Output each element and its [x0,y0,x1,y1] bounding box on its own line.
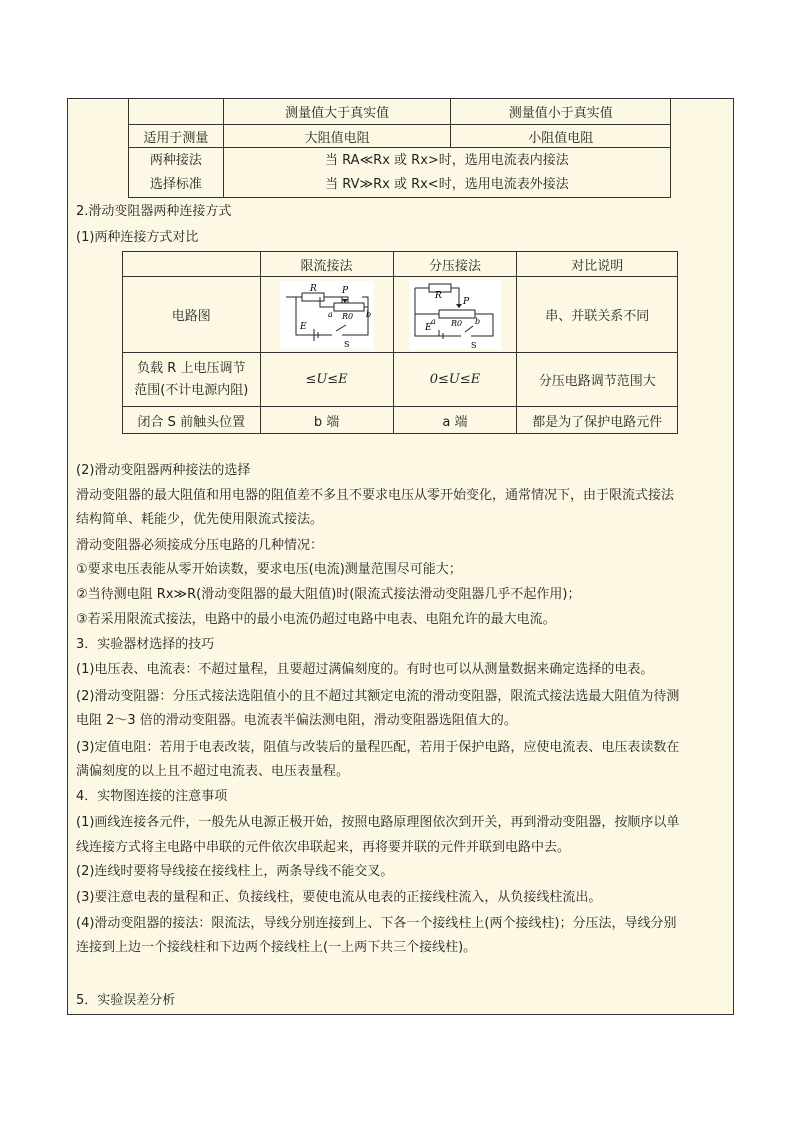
section5-heading: 5．实验误差分析 [76,993,176,1008]
limit-label-E: E [299,321,307,332]
section4-p3: (3)要注意电表的量程和正、负接线柱，要使电流从电表的正接线柱流入，从负接线柱流出。 [76,890,602,905]
voltage-range-limit: ≤U≤E [260,353,393,407]
voltage-range-label-line2: 范围(不计电源内阻) [134,382,249,398]
circuit-note: 串、并联关系不同 [517,277,678,353]
compare-header-empty [123,252,261,277]
compare-table [122,251,678,434]
section3-p3-line2: 满偏刻度的以上且不超过电流表、电压表量程。 [76,764,350,779]
section2-item1: ①要求电压表能从零开始读数，要求电压(电流)测量范围尽可能大； [76,562,462,577]
divider-label-b: b [474,316,481,326]
section4-p2: (2)连线时要将导线接在接线柱上，两条导线不能交叉。 [76,864,394,879]
limit-label-b: b [365,309,371,319]
limit-circuit-cell [260,277,393,353]
voltage-range-label-line1: 负载 R 上电压调节 [137,360,246,376]
compare-header-divider: 分压接法 [393,252,517,277]
suitable-right: 小阻值电阻 [451,125,671,148]
limit-label-R: R [309,283,317,294]
section2-sub2: (2)滑动变阻器两种接法的选择 [76,463,251,478]
divider-circuit-cell [393,277,517,353]
section3-p1: (1)电压表、电流表：不超过量程，且要超过满偏刻度的。有时也可以从测量数据来确定选择的电表。 [76,662,654,677]
section3-p2-line1: (2)滑动变阻器：分压式接法选阻值小的且不超过其额定电流的滑动变阻器，限流式接法选最大阻值为待测 [76,689,680,704]
section2-p1-line2: 结构简单、耗能少，优先使用限流式接法。 [76,512,324,527]
criteria-line1: 当 RA≪Rx 或 Rx>时，选用电流表内接法 [325,152,569,168]
limit-label-R0: R0 [341,311,353,321]
slider-position-divider: a 端 [393,407,517,434]
criteria-label-line2: 选择标准 [149,176,202,192]
header-measured-greater: 测量值大于真实值 [223,99,451,125]
limit-circuit-diagram [280,281,374,349]
criteria-content [223,148,670,198]
compare-header-limit: 限流接法 [260,252,393,277]
section4-p4-line1: (4)滑动变阻器的接法：限流法，导线分别连接到上、下各一个接线柱上(两个接线柱)；分压法，导线分别 [76,916,677,931]
header-empty-cell [129,99,224,125]
header-measured-smaller: 测量值小于真实值 [451,99,671,125]
divider-circuit-diagram [409,280,501,350]
suitable-left: 大阻值电阻 [223,125,451,148]
section2-item2: ②当待测电阻 Rx≫R(滑动变阻器的最大阻值)时(限流式接法滑动变阻器几乎不起作用)； [76,587,581,602]
divider-label-E: E [424,322,432,333]
limit-label-P: P [341,285,348,296]
circuit-row-label: 电路图 [123,277,261,353]
section2-heading: 2.滑动变阻器两种连接方式 [76,204,232,219]
slider-position-limit: b 端 [260,407,393,434]
divider-label-a: a [430,316,436,326]
limit-label-S: S [343,339,350,349]
criteria-line2: 当 RV≫Rx 或 Rx<时，选用电流表外接法 [325,176,569,192]
section2-p1-line1: 滑动变阻器的最大阻值和用电器的阻值差不多且不要求电压从零开始变化，通常情况下，由于限流式接法 [76,488,675,503]
section4-p1-line1: (1)画线连接各元件，一般先从电源正极开始，按照电路原理图依次到开关，再到滑动变阻器，按顺序以单 [76,815,680,830]
slider-position-note: 都是为了保护电路元件 [517,407,678,434]
section3-p2-line2: 电阻 2～3 倍的滑动变阻器。电流表半偏法测电阻，滑动变阻器选阻值大的。 [76,713,517,728]
measurement-table [128,98,671,198]
limit-label-a: a [327,309,333,319]
voltage-range-note: 分压电路调节范围大 [517,353,678,407]
criteria-label [129,148,224,198]
section4-p4-line2: 连接到上边一个接线柱和下边两个接线柱上(一上两下共三个接线柱)。 [76,940,477,955]
slider-position-label: 闭合 S 前触头位置 [123,407,261,434]
voltage-range-label [123,353,261,407]
section2-item3: ③若采用限流式接法，电路中的最小电流仍超过电路中电表、电阻允许的最大电流。 [76,612,556,627]
section4-heading: 4．实物图连接的注意事项 [76,789,228,804]
section4-p1-line2: 线连接方式将主电路中串联的元件依次串联起来，再将要并联的元件并联到电路中去。 [76,840,571,855]
divider-label-S: S [470,340,477,350]
voltage-range-divider: 0≤U≤E [393,353,517,407]
suitable-label: 适用于测量 [129,125,224,148]
divider-label-R: R [434,290,442,301]
section3-p3-line1: (3)定值电阻：若用于电表改装，阻值与改装后的量程匹配，若用于保护电路，应使电流表、电压表读数在 [76,740,680,755]
section2-sub1: (1)两种连接方式对比 [76,230,199,245]
divider-label-R0: R0 [450,318,463,328]
compare-header-note: 对比说明 [517,252,678,277]
section3-heading: 3．实验器材选择的技巧 [76,637,215,652]
divider-label-P: P [462,296,469,307]
section2-p2: 滑动变阻器必须接成分压电路的几种情况： [76,538,324,553]
criteria-label-line1: 两种接法 [149,152,202,168]
